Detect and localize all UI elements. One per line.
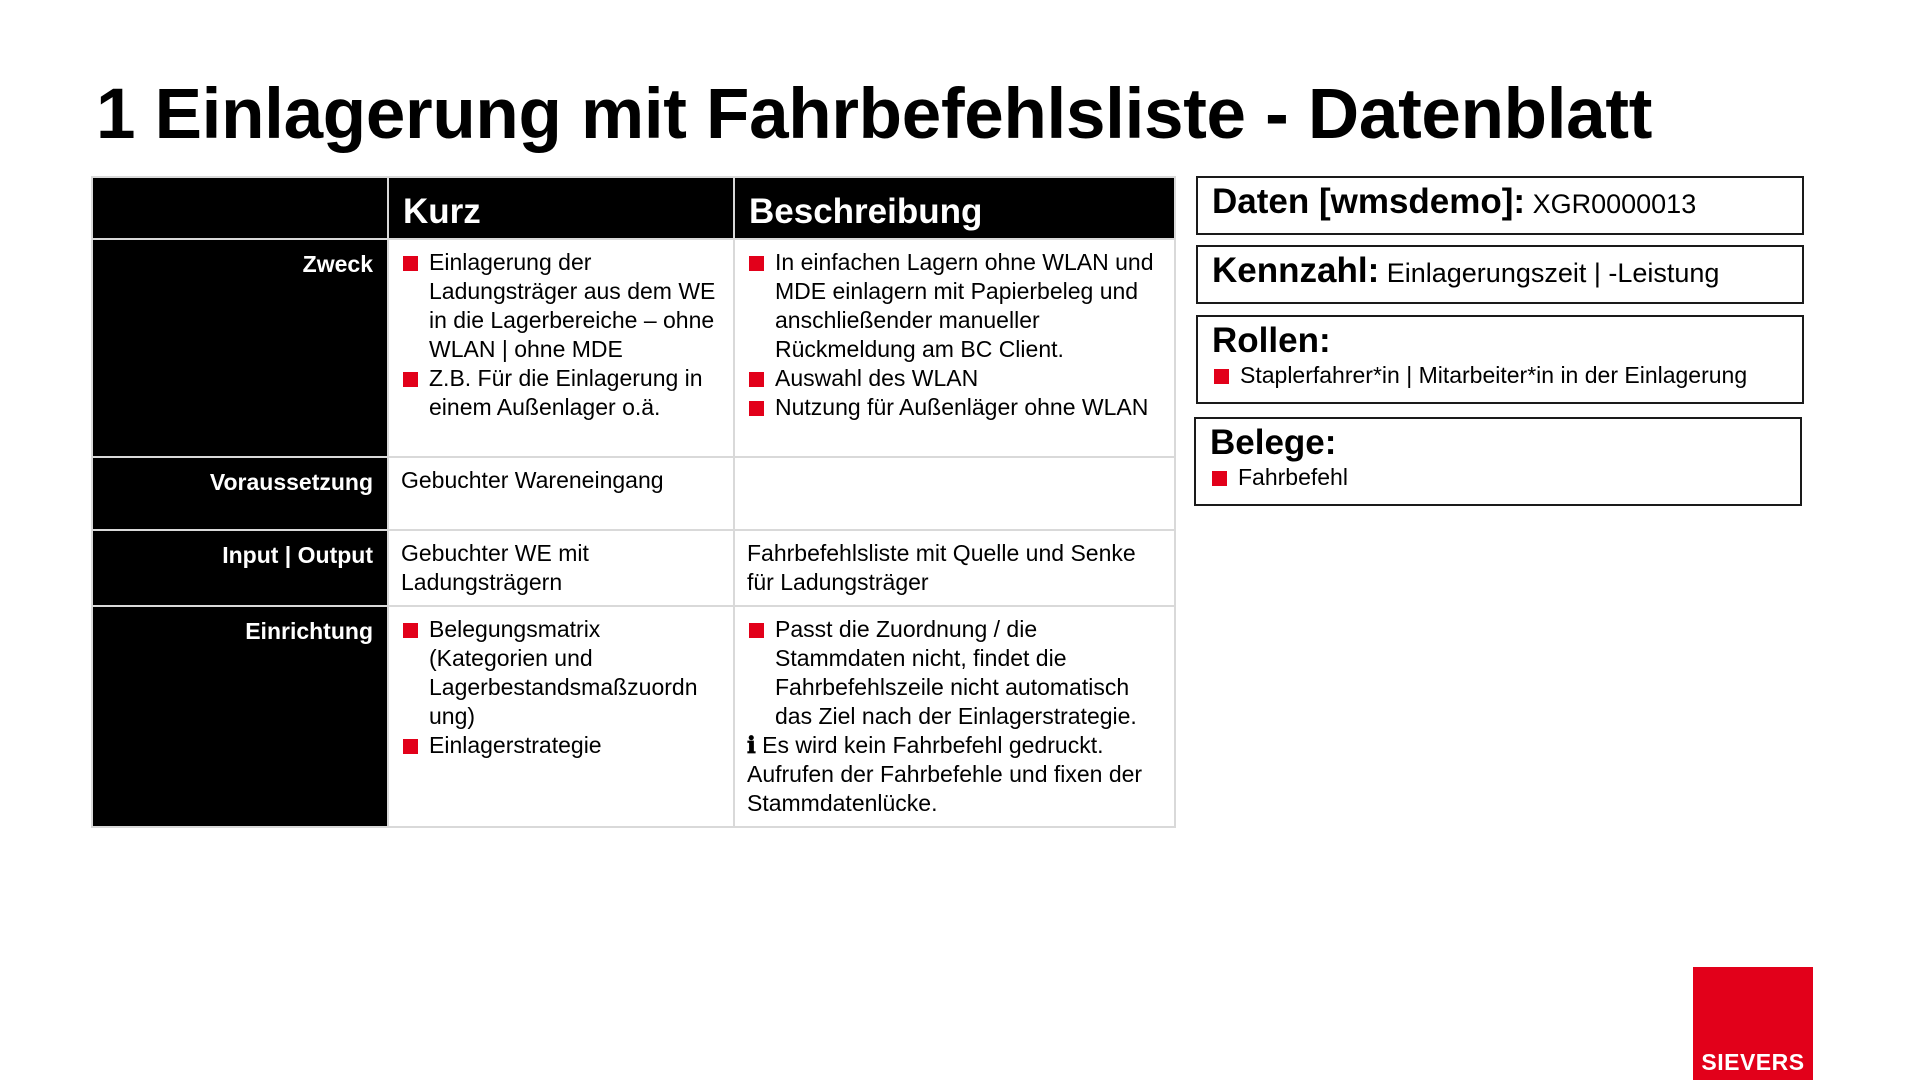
row-label-zweck: Zweck: [92, 239, 388, 457]
table-row-zweck: [92, 239, 1175, 457]
rollen-panel: [1196, 315, 1804, 404]
list-item: Einlagerung der Ladungsträger aus dem WE in die Lagerbereiche – ohne WLAN | ohne MDE: [401, 248, 721, 364]
voraussetzung-beschreibung-cell: [734, 457, 1175, 530]
list-item: Einlagerstrategie: [401, 731, 721, 760]
sievers-logo: [1693, 967, 1813, 1080]
info-note: [747, 731, 1162, 818]
zweck-beschreibung-cell: [734, 239, 1175, 457]
belege-list: [1210, 463, 1786, 491]
table-row-einrichtung: [92, 606, 1175, 827]
table-row-input-output: [92, 530, 1175, 606]
einrichtung-beschreibung-cell: [734, 606, 1175, 827]
datasheet-table: [91, 176, 1176, 828]
rollen-list: [1212, 361, 1788, 389]
header-kurz: Kurz: [388, 177, 734, 239]
zweck-kurz-cell: [388, 239, 734, 457]
logo-text: SIEVERS: [1701, 1049, 1805, 1075]
daten-value: XGR0000013: [1525, 189, 1697, 219]
input-output-beschreibung-cell: Fahrbefehlsliste mit Quelle und Senke für Ladungsträger: [734, 530, 1175, 606]
kennzahl-value: Einlagerungszeit | -Leistung: [1379, 258, 1720, 288]
rollen-key: Rollen:: [1212, 321, 1331, 360]
row-label-einrichtung: Einrichtung: [92, 606, 388, 827]
list-item: Nutzung für Außenläger ohne WLAN: [747, 393, 1162, 422]
list-item: Staplerfahrer*in | Mitarbeiter*in in der Einlagerung: [1212, 361, 1788, 389]
input-output-kurz-cell: Gebuchter WE mit Ladungsträgern: [388, 530, 734, 606]
page-title: 1 Einlagerung mit Fahrbefehlsliste - Datenblatt: [96, 75, 1653, 154]
kennzahl-panel: [1196, 245, 1804, 304]
header-empty: [92, 177, 388, 239]
header-beschreibung: Beschreibung: [734, 177, 1175, 239]
belege-key: Belege:: [1210, 423, 1337, 462]
table-header-row: [92, 177, 1175, 239]
info-note-text: Es wird kein Fahrbefehl gedruckt. Aufrufen der Fahrbefehle und fixen der Stammdatenlücke.: [747, 732, 1143, 816]
table-row-voraussetzung: [92, 457, 1175, 530]
list-item: Belegungsmatrix (Kategorien und Lagerbestandsmaßzuordn ung): [401, 615, 721, 731]
daten-key: Daten [wmsdemo]:: [1212, 182, 1526, 221]
info-icon: ℹ: [747, 732, 756, 759]
belege-panel: [1194, 417, 1802, 506]
list-item: In einfachen Lagern ohne WLAN und MDE einlagern mit Papierbeleg und anschließender manueller Rückmeldung am BC Client.: [747, 248, 1162, 364]
row-label-input-output: Input | Output: [92, 530, 388, 606]
kennzahl-key: Kennzahl:: [1212, 251, 1380, 290]
voraussetzung-kurz-cell: Gebuchter Wareneingang: [388, 457, 734, 530]
list-item: Z.B. Für die Einlagerung in einem Außenlager o.ä.: [401, 364, 721, 422]
list-item: Passt die Zuordnung / die Stammdaten nicht, findet die Fahrbefehlszeile nicht automatisch das Ziel nach der Einlagerstrategie.: [747, 615, 1162, 731]
daten-panel: [1196, 176, 1804, 235]
einrichtung-kurz-cell: [388, 606, 734, 827]
list-item: Fahrbefehl: [1210, 463, 1786, 491]
row-label-voraussetzung: Voraussetzung: [92, 457, 388, 530]
list-item: Auswahl des WLAN: [747, 364, 1162, 393]
